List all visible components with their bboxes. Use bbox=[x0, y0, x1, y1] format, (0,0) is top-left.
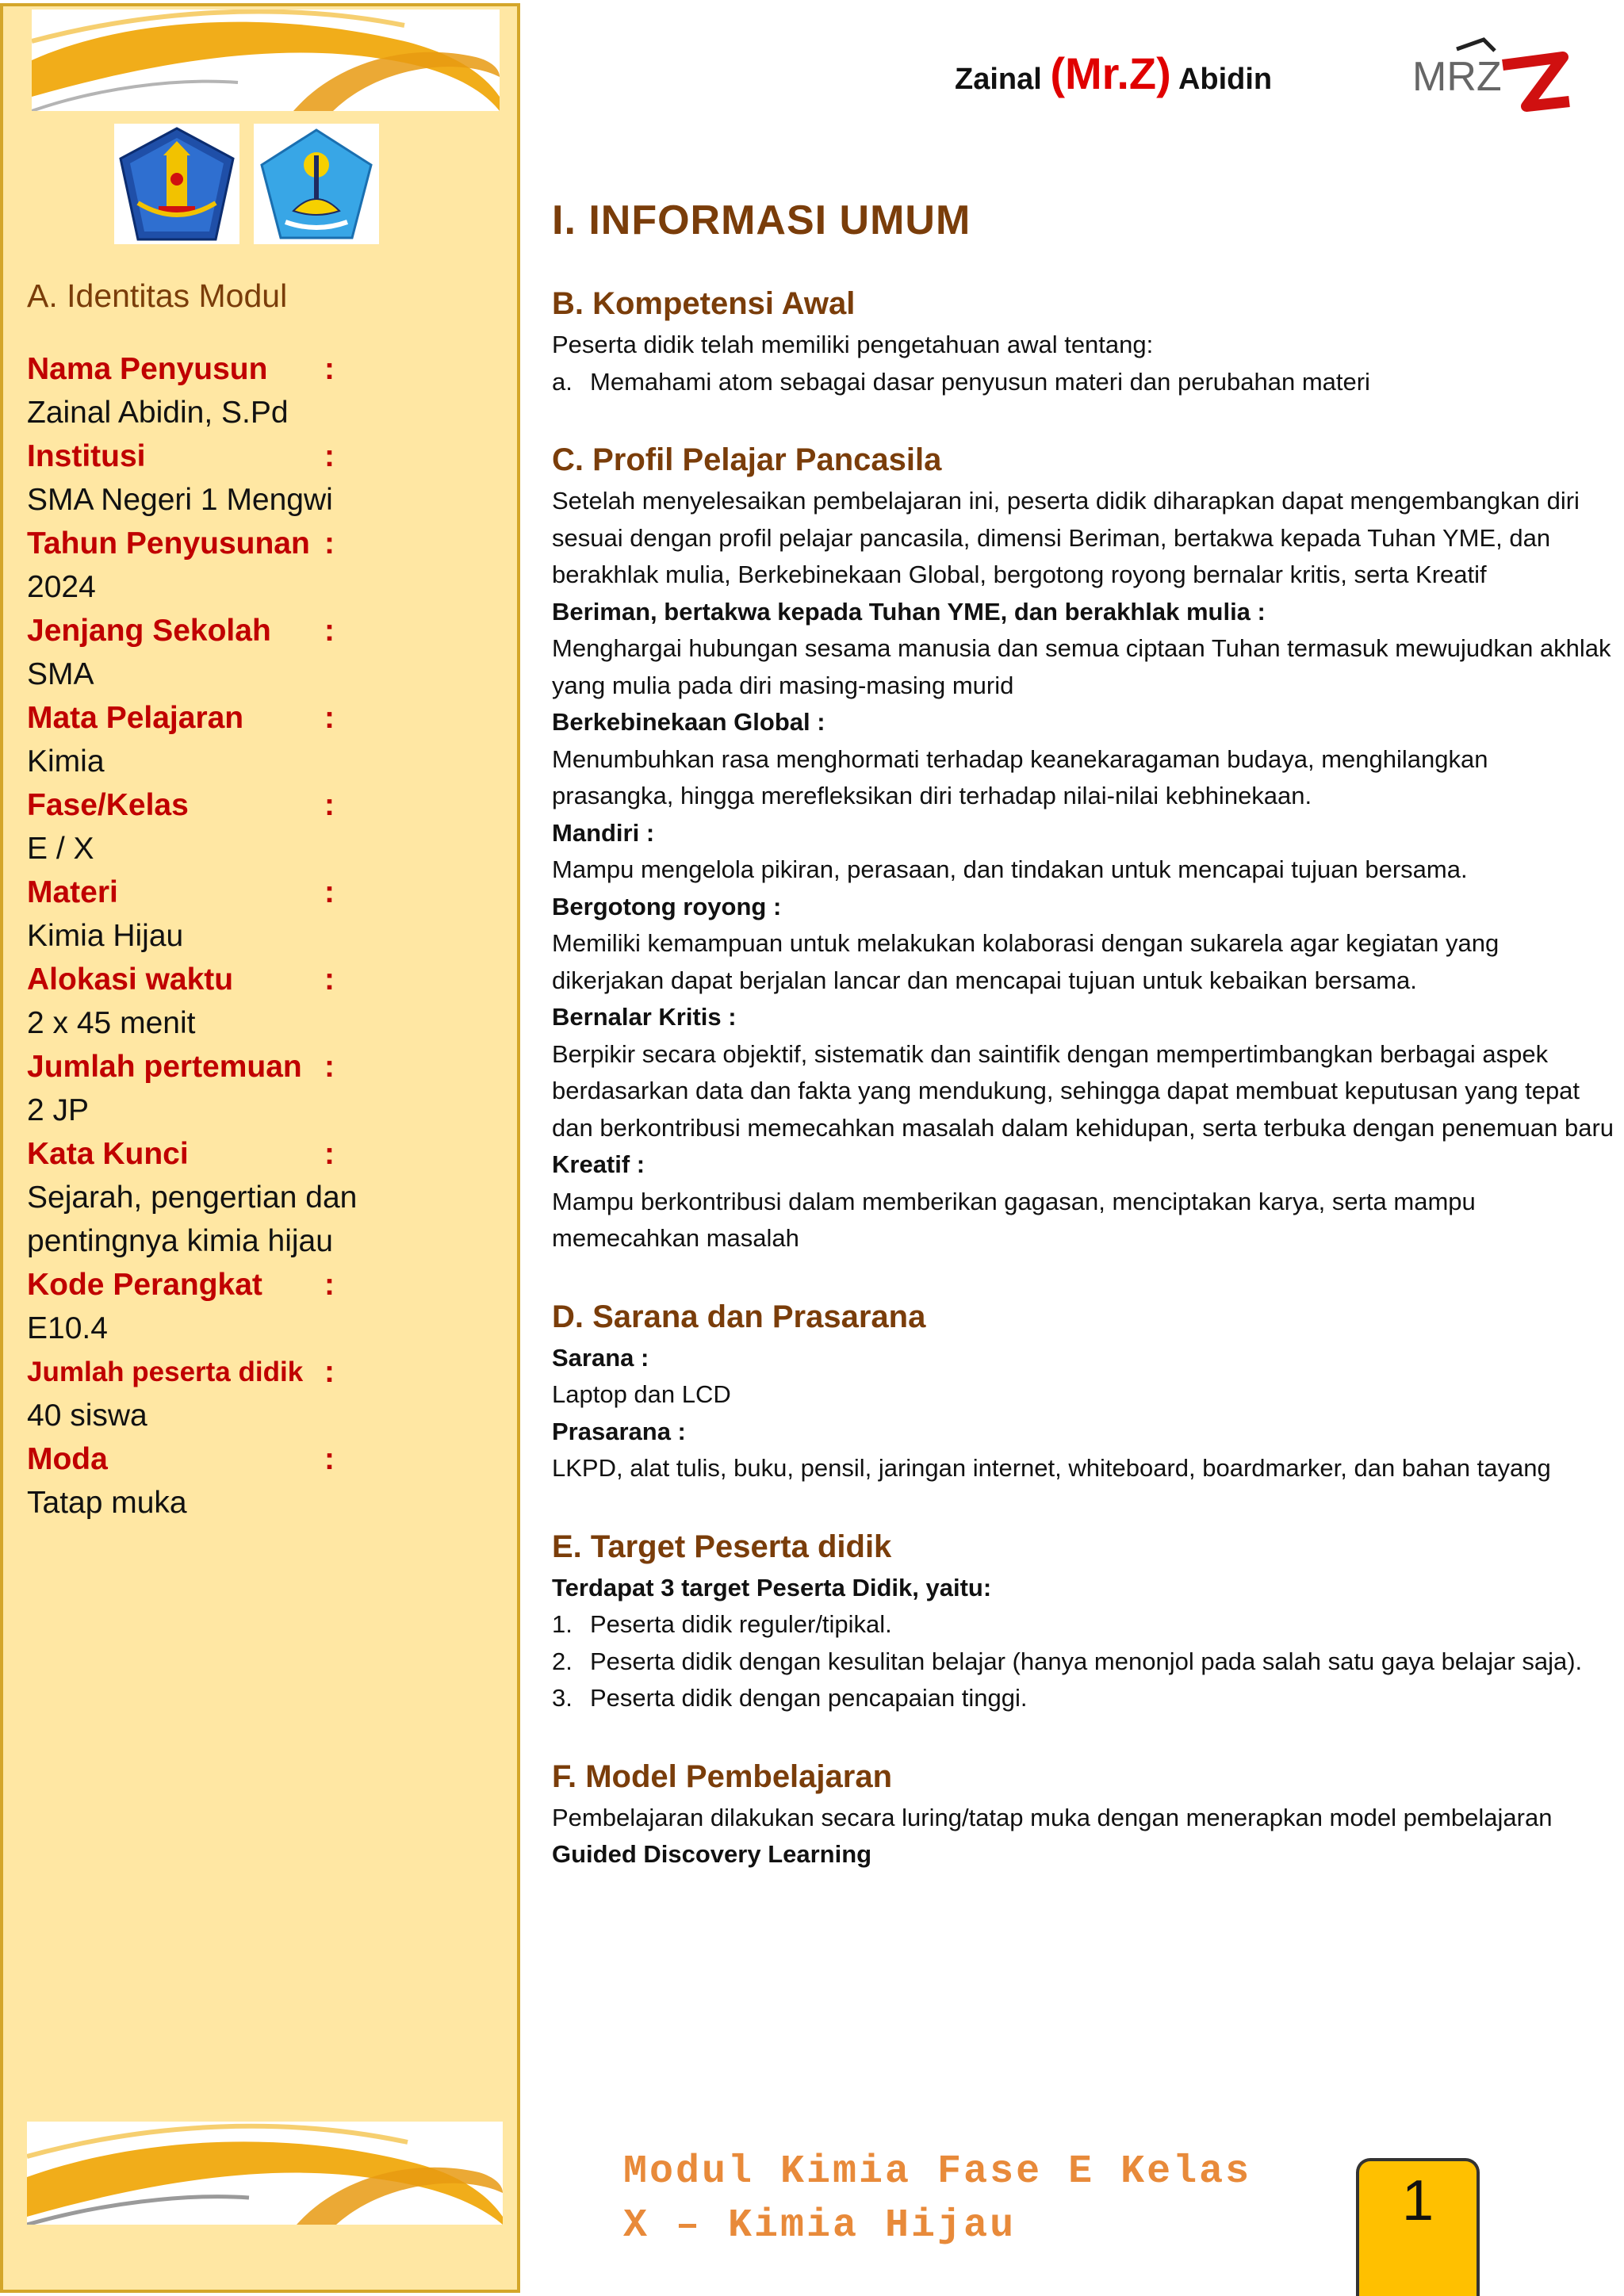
identity-value: 2 x 45 menit bbox=[27, 1006, 196, 1040]
profile-dimensions bbox=[552, 594, 1614, 1257]
footer-module-title bbox=[623, 2145, 1251, 2253]
identity-list bbox=[27, 347, 511, 1525]
list-marker: 2. bbox=[552, 1647, 573, 1675]
paragraph: Setelah menyelesaikan pembelajaran ini, peserta didik diharapkan dapat mengembangkan diri sesuai dengan profil pelajar pancasila, dimensi Beriman, bertakwa kepada Tuhan YME, dan berakhlak mulia, Berkebinekaan Global, bergotong royong bernalar kritis, serta Kreatif bbox=[552, 487, 1580, 588]
sarana-label: Sarana : bbox=[552, 1343, 649, 1372]
identity-label-row bbox=[27, 1132, 511, 1176]
identity-value: Kimia Hijau bbox=[27, 919, 184, 953]
section-kompetensi-awal bbox=[552, 281, 1614, 400]
section-heading: E. Target Peserta didik bbox=[552, 1529, 892, 1564]
author-nickname: (Mr.Z) bbox=[1050, 48, 1171, 98]
list-item-text: Memahami atom sebagai dasar penyusun materi dan perubahan materi bbox=[590, 367, 1370, 396]
identity-value: SMA bbox=[27, 657, 94, 691]
identity-value: SMA Negeri 1 Mengwi bbox=[27, 483, 333, 517]
footer-line-2: X – Kimia Hijau bbox=[623, 2203, 1017, 2248]
identity-label: Nama Penyusun bbox=[27, 352, 268, 386]
decorative-swirl-top bbox=[32, 10, 500, 111]
model-name: Guided Discovery Learning bbox=[552, 1840, 872, 1868]
identity-label-row bbox=[27, 1045, 511, 1089]
identity-label: Fase/Kelas bbox=[27, 788, 189, 822]
identity-label: Tahun Penyusunan bbox=[27, 526, 310, 561]
identity-item bbox=[27, 1132, 511, 1263]
identity-colon: : bbox=[324, 439, 335, 473]
identity-label: Moda bbox=[27, 1442, 108, 1476]
identity-label-row bbox=[27, 434, 511, 478]
mrz-logo-icon bbox=[1408, 33, 1574, 121]
list-item bbox=[552, 1606, 1614, 1644]
identity-value: E / X bbox=[27, 832, 94, 866]
author-last-name: Abidin bbox=[1178, 63, 1273, 96]
identity-colon: : bbox=[324, 1268, 335, 1302]
target-intro: Terdapat 3 target Peserta Didik, yaitu: bbox=[552, 1573, 992, 1601]
main-content bbox=[552, 197, 1614, 1910]
identity-label-row bbox=[27, 1263, 511, 1307]
dimension-text: Menumbuhkan rasa menghormati terhadap keanekaragaman budaya, menghilangkan prasangka, hingga merefleksikan diri terhadap nilai-nilai kebhinekaan. bbox=[552, 744, 1488, 809]
prasarana-text: LKPD, alat tulis, buku, pensil, jaringan internet, whiteboard, boardmarker, dan bahan tayang bbox=[552, 1454, 1551, 1482]
page-number: 1 bbox=[1356, 2158, 1480, 2296]
identity-label: Mata Pelajaran bbox=[27, 701, 244, 735]
section-target-peserta-didik bbox=[552, 1524, 1614, 1717]
identity-colon: : bbox=[324, 788, 335, 822]
dimension-text: Memiliki kemampuan untuk melakukan kolaborasi dengan sukarela agar kegiatan yang dikerjakan dapat berjalan lancar dan mencapai tujuan untuk kebaikan bersama. bbox=[552, 929, 1500, 994]
identity-label-row bbox=[27, 522, 511, 565]
model-text: Pembelajaran dilakukan secara luring/tatap muka dengan menerapkan model pembelajaran bbox=[552, 1803, 1553, 1831]
identity-colon: : bbox=[324, 526, 335, 561]
identity-item bbox=[27, 696, 511, 783]
sidebar bbox=[0, 3, 520, 2293]
paragraph bbox=[552, 1800, 1614, 1873]
identity-item bbox=[27, 1350, 511, 1437]
identity-item bbox=[27, 522, 511, 609]
paragraph: Peserta didik telah memiliki pengetahuan awal tentang: bbox=[552, 331, 1154, 358]
identity-item bbox=[27, 1263, 511, 1350]
dimension-text: Menghargai hubungan sesama manusia dan semua ciptaan Tuhan termasuk mewujudkan akhlak yang mulia pada diri masing-masing murid bbox=[552, 634, 1611, 699]
identity-item bbox=[27, 871, 511, 958]
module-identity-title: A. Identitas Modul bbox=[27, 277, 288, 314]
identity-colon: : bbox=[324, 614, 335, 648]
mrz-logo-text: MRZ bbox=[1412, 54, 1502, 100]
identity-label: Kode Perangkat bbox=[27, 1268, 262, 1302]
identity-value: Sejarah, pengertian dan pentingnya kimia hijau bbox=[27, 1181, 358, 1258]
identity-value: Zainal Abidin, S.Pd bbox=[27, 396, 289, 430]
identity-item bbox=[27, 1045, 511, 1132]
author-first-name: Zainal bbox=[955, 63, 1042, 96]
identity-label: Jenjang Sekolah bbox=[27, 614, 271, 648]
identity-item bbox=[27, 609, 511, 696]
dimension-text: Mampu berkontribusi dalam memberikan gagasan, menciptakan karya, serta mampu memecahkan masalah bbox=[552, 1187, 1476, 1252]
identity-label: Jumlah pertemuan bbox=[27, 1050, 302, 1084]
list-item-text: Peserta didik reguler/tipikal. bbox=[590, 1610, 892, 1638]
identity-label-row bbox=[27, 783, 511, 827]
identity-value: Kimia bbox=[27, 744, 105, 779]
dimension-text: Mampu mengelola pikiran, perasaan, dan tindakan untuk mencapai tujuan bersama. bbox=[552, 855, 1468, 883]
target-list bbox=[552, 1606, 1614, 1717]
identity-colon: : bbox=[324, 1442, 335, 1476]
identity-value: 2 JP bbox=[27, 1093, 90, 1127]
identity-label-row bbox=[27, 1350, 511, 1394]
identity-value: 40 siswa bbox=[27, 1399, 147, 1433]
dimension-label: Beriman, bertakwa kepada Tuhan YME, dan berakhlak mulia : bbox=[552, 597, 1266, 626]
identity-value: Tatap muka bbox=[27, 1486, 187, 1520]
author-name bbox=[955, 48, 1272, 99]
prasarana-label: Prasarana : bbox=[552, 1417, 686, 1445]
identity-label-row bbox=[27, 958, 511, 1001]
identity-label: Kata Kunci bbox=[27, 1137, 189, 1171]
identity-label: Institusi bbox=[27, 439, 146, 473]
footer-line-1: Modul Kimia Fase E Kelas bbox=[623, 2149, 1252, 2195]
identity-item bbox=[27, 434, 511, 522]
identity-colon: : bbox=[324, 962, 335, 997]
section-heading: C. Profil Pelajar Pancasila bbox=[552, 442, 942, 477]
list-item bbox=[552, 364, 1614, 401]
dimension-label: Bernalar Kritis : bbox=[552, 1003, 737, 1031]
list-item bbox=[552, 1680, 1614, 1717]
identity-label-row bbox=[27, 696, 511, 740]
identity-colon: : bbox=[324, 1355, 335, 1389]
list-item-text: Peserta didik dengan pencapaian tinggi. bbox=[590, 1684, 1028, 1712]
list-marker: 3. bbox=[552, 1684, 573, 1712]
section-model-pembelajaran bbox=[552, 1754, 1614, 1873]
identity-label-row bbox=[27, 609, 511, 652]
identity-value: 2024 bbox=[27, 570, 96, 604]
identity-label-row bbox=[27, 1437, 511, 1481]
identity-label-row bbox=[27, 871, 511, 914]
section-profil-pelajar-pancasila bbox=[552, 437, 1614, 1257]
decorative-swirl-bottom bbox=[27, 2122, 503, 2225]
bali-province-emblem-icon bbox=[114, 124, 239, 244]
dimension-text: Berpikir secara objektif, sistematik dan saintifik dengan mempertimbangkan berbagai aspek berdasarkan data dan fakta yang mendukung, sehingga dapat membuat keputusan yang tepat dan berkontribusi memecahkan masalah dalam kehidupan, serta terbuka dengan penemuan baru bbox=[552, 1039, 1614, 1142]
identity-item bbox=[27, 958, 511, 1045]
dimension-label: Kreatif : bbox=[552, 1150, 645, 1178]
identity-label-row bbox=[27, 347, 511, 391]
tut-wuri-handayani-emblem-icon bbox=[254, 124, 379, 244]
section-heading: B. Kompetensi Awal bbox=[552, 286, 856, 321]
sarana-text: Laptop dan LCD bbox=[552, 1380, 731, 1408]
section-heading: F. Model Pembelajaran bbox=[552, 1758, 893, 1794]
identity-item bbox=[27, 347, 511, 434]
section-heading: D. Sarana dan Prasarana bbox=[552, 1299, 926, 1334]
identity-item bbox=[27, 783, 511, 871]
identity-colon: : bbox=[324, 1050, 335, 1084]
dimension-label: Mandiri : bbox=[552, 818, 655, 847]
competency-list bbox=[552, 364, 1614, 401]
section-sarana-prasarana bbox=[552, 1294, 1614, 1487]
identity-colon: : bbox=[324, 875, 335, 909]
list-marker: a. bbox=[552, 367, 573, 396]
identity-label: Jumlah peserta didik bbox=[27, 1357, 304, 1387]
identity-label: Alokasi waktu bbox=[27, 962, 234, 997]
identity-colon: : bbox=[324, 701, 335, 735]
identity-value: E10.4 bbox=[27, 1311, 108, 1345]
dimension-label: Berkebinekaan Global : bbox=[552, 708, 825, 736]
list-item-text: Peserta didik dengan kesulitan belajar (hanya menonjol pada salah satu gaya belajar saja). bbox=[590, 1647, 1583, 1675]
identity-colon: : bbox=[324, 352, 335, 386]
identity-item bbox=[27, 1437, 511, 1525]
page-title: I. INFORMASI UMUM bbox=[552, 197, 971, 243]
identity-colon: : bbox=[324, 1137, 335, 1171]
dimension-label: Bergotong royong : bbox=[552, 892, 782, 920]
list-marker: 1. bbox=[552, 1610, 573, 1638]
list-item bbox=[552, 1644, 1614, 1681]
identity-label: Materi bbox=[27, 875, 118, 909]
